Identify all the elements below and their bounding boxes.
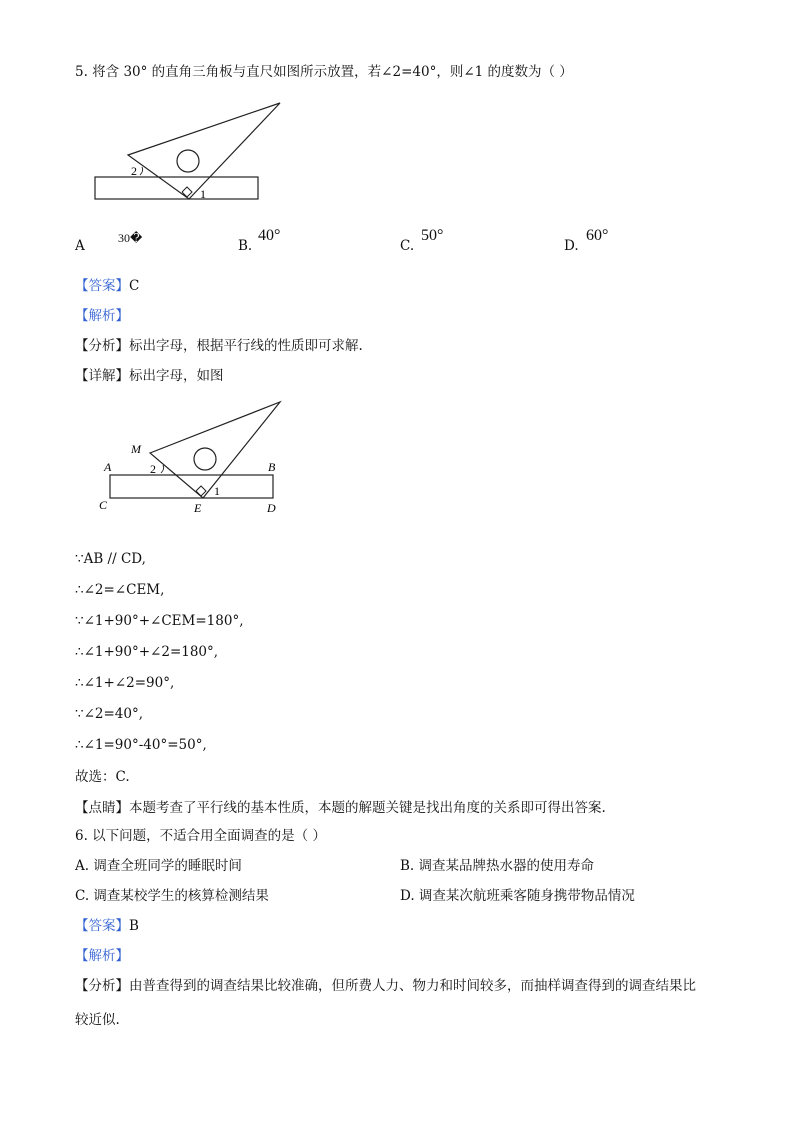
q5-step-4: ∴∠1+90°+∠2=180°, — [75, 644, 219, 660]
q6-answer: B — [129, 918, 139, 934]
q5-fenxi: 标出字母，根据平行线的性质即可求解. — [129, 338, 363, 354]
q5-option-b-letter: B. — [238, 238, 253, 254]
q5-step-6: ∵∠2=40°, — [75, 706, 144, 722]
q6-option-a: A. 调查全班同学的睡眠时间 — [75, 858, 242, 874]
q5-option-c-value: 50° — [421, 227, 444, 244]
q6-answer-tag: 【答案】 — [75, 918, 129, 934]
label-B: B — [268, 460, 276, 474]
q5-fenxi-tag: 【分析】 — [75, 338, 129, 354]
q5-step-5: ∴∠1+∠2=90°, — [75, 675, 175, 691]
q6-analysis-tag-text: 【解析】 — [75, 948, 129, 964]
q6-fenxi-line-2: 较近似. — [75, 1012, 120, 1028]
set-square — [128, 103, 280, 199]
q6-fenxi-text-1: 由普查得到的调查结果比较准确，但所费人力、物力和时间较多，而抽样调查得到的调查结果比 — [129, 978, 696, 994]
q6-fenxi-line-1 — [75, 976, 696, 996]
label-E: E — [194, 501, 202, 515]
q5-choose: 故选：C. — [75, 769, 130, 785]
q5-analysis-tag-text: 【解析】 — [75, 308, 129, 324]
right-angle-mark-labelled — [196, 486, 206, 496]
q5-option-d-letter: D. — [564, 238, 579, 254]
q5-stem: 5. 将含 30° 的直角三角板与直尺如图所示放置，若∠2=40°，则∠1 的度数为（ ） — [75, 64, 573, 80]
q5-option-a-letter: A — [75, 238, 85, 254]
q5-dianjing: 本题考查了平行线的基本性质，本题的解题关键是找出角度的关系即可得出答案. — [129, 800, 606, 816]
q5-dianjing-line — [75, 798, 606, 818]
q5-step-3: ∵∠1+90°+∠CEM=180°, — [75, 613, 244, 629]
angle-1-label: 1 — [200, 187, 206, 201]
q6-option-d: D. 调查某次航班乘客随身携带物品情况 — [400, 888, 635, 904]
q6-option-c: C. 调查某校学生的核算检测结果 — [75, 888, 269, 904]
label-angle-2: 2 — [150, 462, 156, 476]
q5-xiangjie-tag: 【详解】 — [75, 368, 129, 384]
q6-stem: 6. 以下问题，不适合用全面调查的是（ ） — [75, 828, 326, 844]
q5-answer-tag: 【答案】 — [75, 278, 129, 294]
q5-fenxi-line — [75, 336, 363, 356]
q5-option-a-value: 30� — [118, 231, 143, 245]
label-D: D — [267, 501, 276, 515]
q5-xiangjie: 标出字母，如图 — [129, 368, 224, 384]
label-C: C — [99, 498, 108, 512]
q5-option-d-value: 60° — [586, 227, 609, 244]
q5-dianjing-tag: 【点睛】 — [75, 800, 129, 816]
q6-analysis-tag — [75, 946, 129, 966]
q5-step-2: ∴∠2=∠CEM, — [75, 582, 165, 598]
ruler-labelled — [110, 475, 273, 498]
angle-2-label: 2 — [131, 164, 137, 178]
label-A: A — [104, 460, 112, 474]
q5-xiangjie-line — [75, 366, 224, 386]
set-square-hole-labelled — [194, 448, 216, 470]
q5-figure-2 — [95, 395, 295, 520]
q5-answer: C — [129, 278, 140, 294]
label-angle-1: 1 — [214, 484, 220, 498]
q5-analysis-tag — [75, 306, 129, 326]
q6-answer-line — [75, 916, 139, 936]
q5-step-7: ∴∠1=90°-40°=50°, — [75, 737, 207, 753]
q6-option-b: B. 调查某品牌热水器的使用寿命 — [400, 858, 595, 874]
ruler — [95, 177, 258, 199]
q5-answer-line — [75, 276, 139, 296]
label-M: M — [131, 442, 141, 456]
q6-fenxi-tag: 【分析】 — [75, 978, 129, 994]
q5-option-c-letter: C. — [400, 238, 415, 254]
set-square-hole — [177, 150, 199, 172]
q5-figure-1 — [90, 95, 290, 210]
q5-step-1: ∵AB // CD, — [75, 551, 146, 567]
q5-option-b-value: 40° — [258, 227, 281, 244]
